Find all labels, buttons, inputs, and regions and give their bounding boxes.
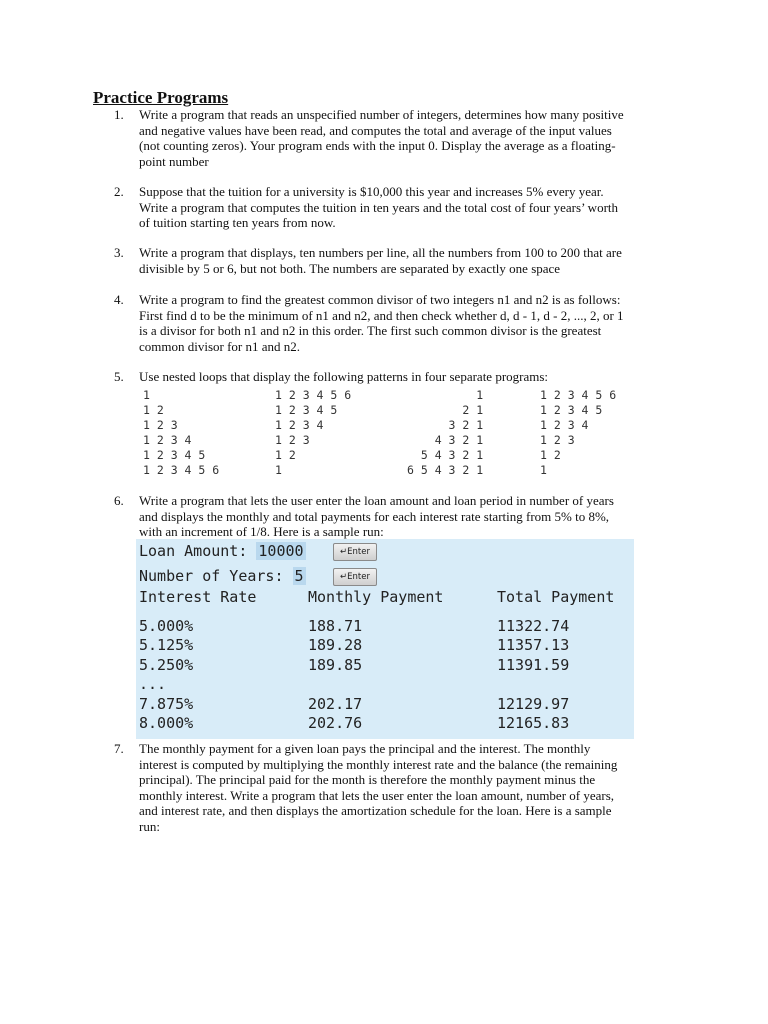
pattern-line: 1 2 3 4 bbox=[540, 418, 589, 432]
text-line: and displays the monthly and total payments for each interest rate starting from 5% to 8%, bbox=[139, 508, 610, 524]
text-line: The monthly payment for a given loan pays the principal and the interest. The monthly bbox=[139, 741, 591, 756]
pattern-line: 1 2 3 4 5 6 bbox=[275, 388, 352, 402]
item-text bbox=[139, 369, 674, 385]
pattern-line: 1 2 3 4 5 6 bbox=[540, 388, 617, 402]
pattern-1 bbox=[143, 388, 219, 478]
pattern-4 bbox=[540, 388, 616, 478]
text-line: Suppose that the tuition for a university is $10,000 this year and increases 5% every year. bbox=[139, 184, 604, 199]
pattern-line: 1 2 3 bbox=[275, 433, 310, 447]
years-value: 5 bbox=[294, 567, 304, 585]
rate-cell: 5.000% bbox=[139, 617, 194, 635]
enter-button-years[interactable]: ↵Enter bbox=[333, 568, 377, 586]
loan-amount-row bbox=[139, 542, 306, 560]
text-line: Write a program to find the greatest common divisor of two integers n1 and n2 is as follows: bbox=[139, 292, 621, 307]
text-line: of tuition starting ten years from now. bbox=[139, 215, 336, 231]
rate-cell: 8.000% bbox=[139, 714, 194, 732]
pattern-line: 2 1 bbox=[407, 403, 484, 417]
text-line: Write a program that displays, ten numbers per line, all the numbers from 100 to 200 that are bbox=[139, 245, 622, 260]
total-payment-cell: 11357.13 bbox=[497, 636, 570, 655]
text-line: Write a program that reads an unspecified number of integers, determines how many positive bbox=[139, 107, 624, 122]
total-payment-cell: 11391.59 bbox=[497, 655, 570, 674]
item-number: 4. bbox=[114, 292, 124, 307]
total-payment-cell: 11322.74 bbox=[497, 617, 570, 635]
text-line: First find d to be the minimum of n1 and n2, and then check whether d, d - 1, d - 2, ..., 2, or 1 bbox=[139, 307, 624, 323]
text-line: and negative values have been read, and computes the total and average of the input values bbox=[139, 122, 612, 138]
rate-cell: 5.125% bbox=[139, 636, 194, 655]
pattern-line: 1 2 3 bbox=[540, 433, 575, 447]
loan-amount-label: Loan Amount: bbox=[139, 542, 257, 560]
years-row bbox=[139, 567, 306, 585]
loan-amount-value: 10000 bbox=[258, 542, 304, 560]
pattern-line: 1 2 3 4 5 bbox=[143, 448, 206, 462]
pattern-line: 5 4 3 2 1 bbox=[407, 448, 484, 462]
pattern-line: 1 2 3 4 bbox=[143, 433, 192, 447]
total-payment-cell: 12129.97 bbox=[497, 694, 570, 713]
pattern-line: 1 2 3 bbox=[143, 418, 178, 432]
rate-cell: 5.250% bbox=[139, 655, 194, 674]
rate-cell: ... bbox=[139, 675, 167, 694]
text-line: common divisor for n1 and n2. bbox=[139, 338, 301, 354]
pattern-line: 1 2 bbox=[540, 448, 561, 462]
monthly-payment-cell: 189.28 bbox=[308, 636, 363, 655]
page-title: Practice Programs bbox=[93, 88, 229, 107]
item-text bbox=[139, 292, 674, 354]
pattern-line: 1 2 3 4 5 6 bbox=[143, 463, 220, 477]
item-text bbox=[139, 184, 674, 231]
item-text bbox=[139, 493, 674, 540]
item-text bbox=[139, 741, 674, 835]
pattern-line: 6 5 4 3 2 1 bbox=[407, 463, 484, 477]
pattern-line: 1 bbox=[540, 463, 547, 477]
text-line: with an increment of 1/8. Here is a sample run: bbox=[139, 524, 384, 540]
pattern-line: 1 2 3 4 5 bbox=[275, 403, 338, 417]
text-line: interest is computed by multiplying the monthly interest rate and the balance (the remaining bbox=[139, 756, 618, 772]
text-line: (not counting zeros). Your program ends with the input 0. Display the average as a floating- bbox=[139, 138, 616, 154]
text-line: Write a program that lets the user enter the loan amount and loan period in number of years bbox=[139, 493, 614, 508]
enter-button-loan[interactable]: ↵Enter bbox=[333, 543, 377, 561]
monthly-payment-cell: 202.17 bbox=[308, 694, 363, 713]
text-line: point number bbox=[139, 153, 209, 169]
total-payment-cell: 12165.83 bbox=[497, 714, 570, 732]
header-monthly-payment: Monthly Payment bbox=[308, 588, 444, 606]
pattern-line: 1 2 3 4 bbox=[275, 418, 324, 432]
years-label: Number of Years: bbox=[139, 567, 293, 585]
pattern-line: 1 2 3 4 5 bbox=[540, 403, 603, 417]
item-number: 6. bbox=[114, 493, 124, 508]
item-text bbox=[139, 245, 674, 276]
text-line: divisible by 5 or 6, but not both. The numbers are separated by exactly one space bbox=[139, 260, 561, 276]
item-number: 1. bbox=[114, 107, 124, 122]
text-line: monthly interest. Write a program that lets the user enter the loan amount, number of years, bbox=[139, 787, 615, 803]
text-line: is a divisor for both n1 and n2 in this order. The first such common divisor is the greatest bbox=[139, 323, 602, 339]
pattern-3 bbox=[407, 388, 483, 478]
pattern-line: 3 2 1 bbox=[407, 418, 484, 432]
item-number: 3. bbox=[114, 245, 124, 260]
monthly-payment-cell: 188.71 bbox=[308, 617, 363, 635]
header-interest-rate: Interest Rate bbox=[139, 588, 257, 606]
item-number: 2. bbox=[114, 184, 124, 199]
pattern-line: 1 bbox=[407, 388, 484, 402]
text-line: principal). The principal paid for the month is therefore the monthly payment minus the bbox=[139, 772, 596, 788]
rate-cell: 7.875% bbox=[139, 694, 194, 713]
item-number: 5. bbox=[114, 369, 124, 384]
text-line: and interest rate, and then displays the amortization schedule for the loan. Here is a sample bbox=[139, 803, 612, 819]
pattern-line: 4 3 2 1 bbox=[407, 433, 484, 447]
item-number: 7. bbox=[114, 741, 124, 756]
text-line: run: bbox=[139, 818, 160, 834]
text-line: Use nested loops that display the following patterns in four separate programs: bbox=[139, 369, 549, 384]
pattern-2 bbox=[275, 388, 351, 478]
pattern-line: 1 bbox=[143, 388, 150, 402]
header-total-payment: Total Payment bbox=[497, 588, 615, 606]
sample-run-console bbox=[136, 539, 634, 739]
pattern-line: 1 2 bbox=[275, 448, 296, 462]
text-line: Write a program that computes the tuition in ten years and the total cost of four years’ worth bbox=[139, 199, 619, 215]
item-text bbox=[139, 107, 674, 169]
monthly-payment-cell: 189.85 bbox=[308, 655, 363, 674]
monthly-payment-cell: 202.76 bbox=[308, 714, 363, 732]
pattern-line: 1 bbox=[275, 463, 282, 477]
pattern-line: 1 2 bbox=[143, 403, 164, 417]
